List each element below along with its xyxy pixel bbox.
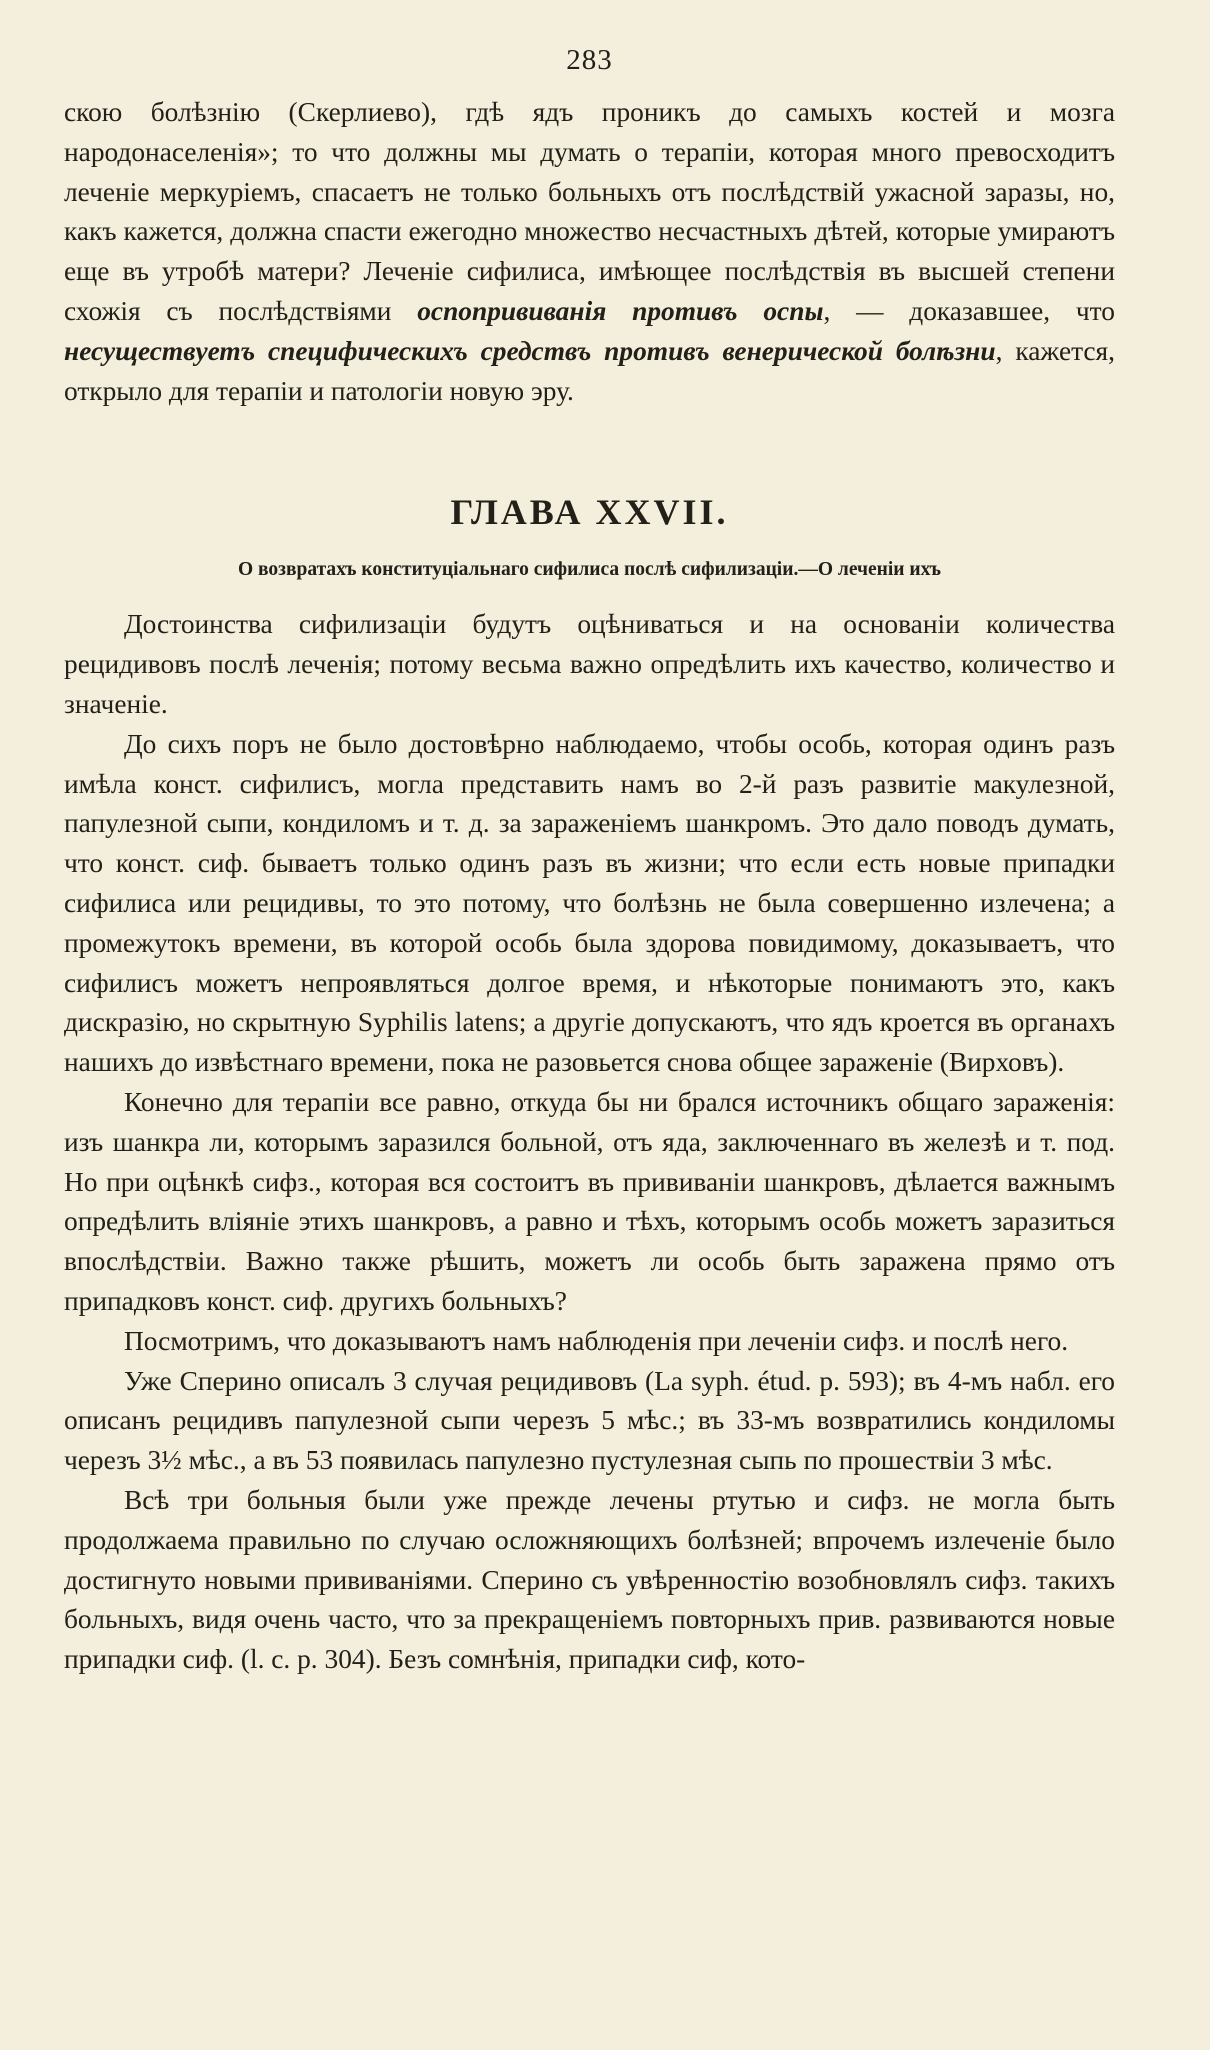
chapter-subtitle: О возвратахъ конституціальнаго сифилиса послѣ сифилизаціи.—О леченіи ихъ <box>237 559 942 581</box>
top-paragraph-part-2: , — доказавшее, что <box>823 295 1115 326</box>
body-text <box>64 93 1115 411</box>
top-paragraph-part-3: , кажется, открыло для терапіи и патологіи новую эру. <box>64 335 1116 406</box>
top-paragraph <box>64 93 1115 411</box>
paragraph-5: Уже Сперино описалъ 3 случая рецидивовъ (La syph. étud. p. 593); въ 4-мъ набл. его описанъ рецидивъ папулезной сыпи черезъ 5 мѣс.; въ 33-мъ возвратились кондиломы черезъ 3½ мѣс., а въ 53 появилась папулезно пустулезная сыпь по прошествіи 3 мѣс. <box>64 1365 1115 1476</box>
top-paragraph-part-1: скою болѣзнію (Скерлиево), гдѣ ядъ проникъ до самыхъ костей и мозга народонаселенія»; то что должны мы думать о терапіи, которая много превосходитъ леченіе меркуріемъ, спасаетъ не только больныхъ отъ послѣдствій ужасной заразы, но, какъ кажется, должна спасти ежегодно множество несчастныхъ дѣтей, которые умираютъ еще въ утробѣ матери? Леченіе сифилиса, имѣющее послѣдствія въ высшей степени схожія съ послѣдствіями <box>64 97 1115 326</box>
paragraph-6: Всѣ три больныя были уже прежде лечены ртутью и сифз. не могла быть продолжаема правильно по случаю осложняющихъ болѣзней; впрочемъ излеченіе было достигнуто новыми прививаніями. Сперино съ увѣренностію возобновлялъ сифз. такихъ больныхъ, видя очень часто, что за прекращеніемъ повторныхъ прив. развиваются новые припадки сиф. (l. c. p. 304). Безъ сомнѣнія, припадки сиф, кото- <box>64 1484 1115 1675</box>
chapter-title: ГЛАВА XXVII. <box>450 492 729 533</box>
italic-phrase-no-specific-remedies: несуществуетъ специфическихъ средствъ противъ венерической болѣзни <box>64 335 996 366</box>
paragraph-2: До сихъ поръ не было достовѣрно наблюдаемо, чтобы особь, которая одинъ разъ имѣла конст. сифилисъ, могла представить намъ во 2-й разъ развитіе макулезной, папулезной сыпи, кондиломъ и т. д. за зараженіемъ шанкромъ. Это дало поводъ думать, что конст. сиф. бываетъ только одинъ разъ въ жизни; что если есть новые припадки сифилиса или рецидивы, то это потому, что болѣзнь не была совершенно излечена; а промежутокъ времени, въ которой особь была здорова повидимому, доказываетъ, что сифилисъ можетъ непроявляться долгое время, и нѣкоторые понимаютъ это, какъ дискразію, но скрытную Syphilis latens; а другіе допускаютъ, что ядъ кроется въ органахъ нашихъ до извѣстнаго времени, пока не разовьется снова общее зараженіе (Вирховъ). <box>64 728 1115 1078</box>
paragraph-1: Достоинства сифилизаціи будутъ оцѣниваться и на основаніи количества рецидивовъ послѣ леченія; потому весьма важно опредѣлить ихъ качество, количество и значеніе. <box>64 609 1115 719</box>
chapter-body <box>64 605 1115 1680</box>
paragraph-3: Конечно для терапіи все равно, откуда бы ни брался источникъ общаго зараженія: изъ шанкра ли, которымъ заразился больной, отъ яда, заключеннаго въ железѣ и т. под. Но при оцѣнкѣ сифз., которая вся состоитъ въ прививаніи шанкровъ, дѣлается важнымъ опредѣлить вліяніе этихъ шанкровъ, а равно и тѣхъ, которымъ особь можетъ заразиться впослѣдствіи. Важно также рѣшить, можетъ ли особь быть заражена прямо отъ припадковъ конст. сиф. другихъ больныхъ? <box>64 1086 1115 1316</box>
paragraph-4: Посмотримъ, что доказываютъ намъ наблюденія при леченіи сифз. и послѣ него. <box>124 1325 1069 1356</box>
italic-phrase-vaccination: оспопрививанія противъ оспы <box>417 295 824 326</box>
page-number: 283 <box>566 44 613 76</box>
